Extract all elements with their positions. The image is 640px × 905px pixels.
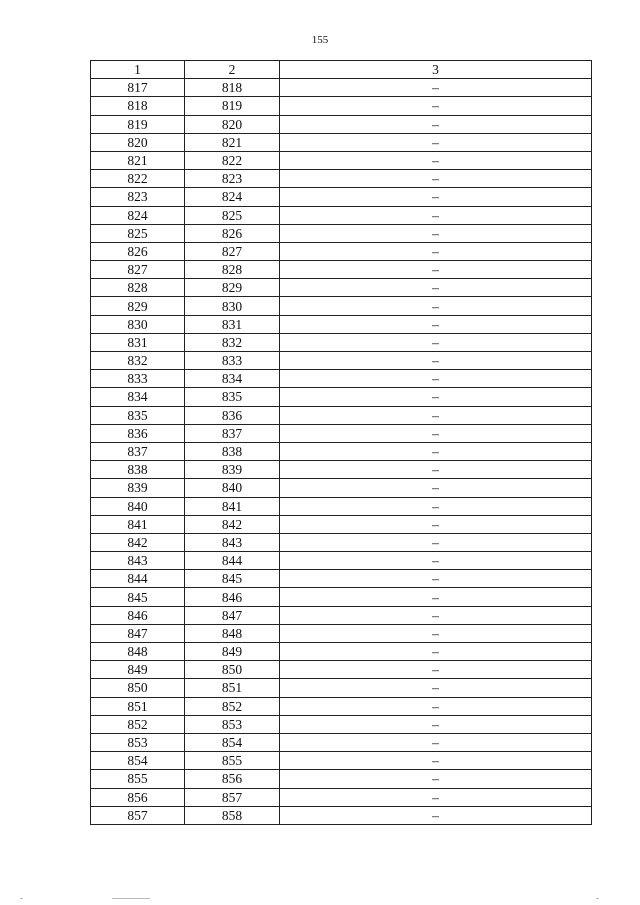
table-cell-col2: 843: [185, 533, 280, 551]
table-cell-col3: –: [280, 206, 592, 224]
table-cell-col3: –: [280, 479, 592, 497]
table-cell-col3: –: [280, 752, 592, 770]
table-cell-col3: –: [280, 315, 592, 333]
table-cell-col2: 838: [185, 442, 280, 460]
table-cell-col3: –: [280, 424, 592, 442]
table-cell-col1: 851: [91, 697, 185, 715]
table-cell-col2: 832: [185, 333, 280, 351]
table-cell-col2: 831: [185, 315, 280, 333]
table-cell-col1: 846: [91, 606, 185, 624]
table-cell-col1: 848: [91, 643, 185, 661]
table-row: [91, 224, 592, 242]
table-cell-col2: 834: [185, 370, 280, 388]
table-row: [91, 752, 592, 770]
scan-mark: [20, 898, 23, 899]
table-cell-col2: 856: [185, 770, 280, 788]
table-cell-col2: 821: [185, 133, 280, 151]
header-row: [91, 61, 592, 79]
table-row: [91, 497, 592, 515]
table-cell-col3: –: [280, 115, 592, 133]
table-cell-col2: 827: [185, 242, 280, 260]
table-row: [91, 606, 592, 624]
table-cell-col1: 845: [91, 588, 185, 606]
table-cell-col2: 857: [185, 788, 280, 806]
table-row: [91, 424, 592, 442]
table-cell-col1: 817: [91, 79, 185, 97]
table-cell-col3: –: [280, 733, 592, 751]
table-row: [91, 352, 592, 370]
table-row: [91, 679, 592, 697]
table-cell-col2: 825: [185, 206, 280, 224]
table-cell-col2: 833: [185, 352, 280, 370]
table-cell-col3: –: [280, 533, 592, 551]
table-cell-col2: 837: [185, 424, 280, 442]
scan-artifacts: [0, 896, 640, 902]
table-cell-col2: 824: [185, 188, 280, 206]
table-cell-col1: 819: [91, 115, 185, 133]
table-row: [91, 588, 592, 606]
table-cell-col1: 818: [91, 97, 185, 115]
table-cell-col2: 836: [185, 406, 280, 424]
table-cell-col2: 846: [185, 588, 280, 606]
table-cell-col1: 855: [91, 770, 185, 788]
table-row: [91, 279, 592, 297]
table-cell-col1: 843: [91, 552, 185, 570]
table-row: [91, 406, 592, 424]
table-row: [91, 206, 592, 224]
table-row: [91, 242, 592, 260]
table-cell-col3: –: [280, 406, 592, 424]
table-row: [91, 461, 592, 479]
table-cell-col1: 840: [91, 497, 185, 515]
table-cell-col3: –: [280, 188, 592, 206]
column-header-2: 2: [185, 61, 280, 79]
table-row: [91, 188, 592, 206]
table-row: [91, 570, 592, 588]
table-row: [91, 661, 592, 679]
table-row: [91, 533, 592, 551]
table-cell-col3: –: [280, 442, 592, 460]
table-cell-col2: 820: [185, 115, 280, 133]
table-cell-col2: 854: [185, 733, 280, 751]
table-cell-col1: 832: [91, 352, 185, 370]
table-cell-col3: –: [280, 643, 592, 661]
table-cell-col1: 849: [91, 661, 185, 679]
table-cell-col3: –: [280, 697, 592, 715]
table-cell-col2: 842: [185, 515, 280, 533]
table-cell-col2: 835: [185, 388, 280, 406]
table-cell-col3: –: [280, 570, 592, 588]
table-cell-col1: 837: [91, 442, 185, 460]
table-row: [91, 715, 592, 733]
table-row: [91, 697, 592, 715]
table-cell-col1: 839: [91, 479, 185, 497]
table-cell-col2: 818: [185, 79, 280, 97]
scan-mark: [596, 898, 599, 899]
table-cell-col3: –: [280, 515, 592, 533]
table-cell-col1: 834: [91, 388, 185, 406]
table-cell-col2: 855: [185, 752, 280, 770]
table-row: [91, 770, 592, 788]
table-cell-col1: 847: [91, 624, 185, 642]
table-cell-col1: 828: [91, 279, 185, 297]
table-cell-col2: 850: [185, 661, 280, 679]
table-cell-col3: –: [280, 170, 592, 188]
table-cell-col1: 844: [91, 570, 185, 588]
table-cell-col3: –: [280, 224, 592, 242]
table-cell-col3: –: [280, 770, 592, 788]
table-row: [91, 133, 592, 151]
table-cell-col1: 824: [91, 206, 185, 224]
table-cell-col1: 853: [91, 733, 185, 751]
page-number: 155: [311, 34, 329, 46]
table-cell-col3: –: [280, 352, 592, 370]
table-cell-col1: 850: [91, 679, 185, 697]
table-cell-col1: 836: [91, 424, 185, 442]
table-row: [91, 151, 592, 169]
table-cell-col1: 821: [91, 151, 185, 169]
table-row: [91, 733, 592, 751]
table-cell-col3: –: [280, 370, 592, 388]
table-cell-col2: 829: [185, 279, 280, 297]
table-cell-col3: –: [280, 261, 592, 279]
table-cell-col3: –: [280, 497, 592, 515]
table-cell-col2: 845: [185, 570, 280, 588]
table-cell-col2: 852: [185, 697, 280, 715]
data-table: [90, 60, 592, 825]
table-cell-col1: 823: [91, 188, 185, 206]
table-row: [91, 479, 592, 497]
table-cell-col1: 841: [91, 515, 185, 533]
table-row: [91, 170, 592, 188]
table-cell-col2: 851: [185, 679, 280, 697]
table-cell-col1: 856: [91, 788, 185, 806]
table-cell-col3: –: [280, 788, 592, 806]
table-cell-col3: –: [280, 715, 592, 733]
column-header-1: 1: [91, 61, 185, 79]
table-cell-col2: 847: [185, 606, 280, 624]
column-header-3: 3: [280, 61, 592, 79]
table-cell-col1: 825: [91, 224, 185, 242]
table-row: [91, 79, 592, 97]
table-cell-col2: 858: [185, 806, 280, 824]
table-cell-col3: –: [280, 679, 592, 697]
table-cell-col1: 838: [91, 461, 185, 479]
table-row: [91, 515, 592, 533]
table-cell-col3: –: [280, 151, 592, 169]
table-body: [91, 79, 592, 825]
table-cell-col3: –: [280, 661, 592, 679]
table-row: [91, 388, 592, 406]
table-row: [91, 624, 592, 642]
table-cell-col2: 826: [185, 224, 280, 242]
table-cell-col1: 829: [91, 297, 185, 315]
table-row: [91, 643, 592, 661]
table-row: [91, 333, 592, 351]
table-cell-col3: –: [280, 133, 592, 151]
table-cell-col2: 841: [185, 497, 280, 515]
table-cell-col1: 820: [91, 133, 185, 151]
table-cell-col2: 839: [185, 461, 280, 479]
scan-mark: [112, 898, 150, 899]
table-cell-col1: 830: [91, 315, 185, 333]
table-cell-col2: 844: [185, 552, 280, 570]
table-cell-col3: –: [280, 806, 592, 824]
table-cell-col2: 822: [185, 151, 280, 169]
table-row: [91, 552, 592, 570]
table-row: [91, 97, 592, 115]
table-cell-col1: 854: [91, 752, 185, 770]
table-cell-col3: –: [280, 279, 592, 297]
table-cell-col3: –: [280, 624, 592, 642]
table-cell-col1: 822: [91, 170, 185, 188]
table-cell-col1: 857: [91, 806, 185, 824]
table-cell-col2: 840: [185, 479, 280, 497]
table-cell-col3: –: [280, 606, 592, 624]
table-row: [91, 806, 592, 824]
table-cell-col2: 823: [185, 170, 280, 188]
table-cell-col3: –: [280, 79, 592, 97]
table-cell-col3: –: [280, 461, 592, 479]
table-cell-col2: 853: [185, 715, 280, 733]
table-cell-col3: –: [280, 297, 592, 315]
table-row: [91, 297, 592, 315]
table-row: [91, 788, 592, 806]
table-cell-col1: 827: [91, 261, 185, 279]
table-row: [91, 315, 592, 333]
table-row: [91, 370, 592, 388]
table-cell-col1: 842: [91, 533, 185, 551]
table-row: [91, 442, 592, 460]
table-row: [91, 115, 592, 133]
table-cell-col2: 828: [185, 261, 280, 279]
table-cell-col2: 849: [185, 643, 280, 661]
table-cell-col2: 819: [185, 97, 280, 115]
table-cell-col3: –: [280, 97, 592, 115]
table-cell-col2: 830: [185, 297, 280, 315]
table-cell-col2: 848: [185, 624, 280, 642]
table-cell-col1: 852: [91, 715, 185, 733]
table-cell-col3: –: [280, 242, 592, 260]
table-cell-col3: –: [280, 388, 592, 406]
table-cell-col3: –: [280, 552, 592, 570]
table-cell-col1: 833: [91, 370, 185, 388]
table-cell-col3: –: [280, 333, 592, 351]
table-cell-col1: 831: [91, 333, 185, 351]
table-cell-col1: 835: [91, 406, 185, 424]
table-header: [91, 61, 592, 79]
table-cell-col1: 826: [91, 242, 185, 260]
table-cell-col3: –: [280, 588, 592, 606]
table-row: [91, 261, 592, 279]
